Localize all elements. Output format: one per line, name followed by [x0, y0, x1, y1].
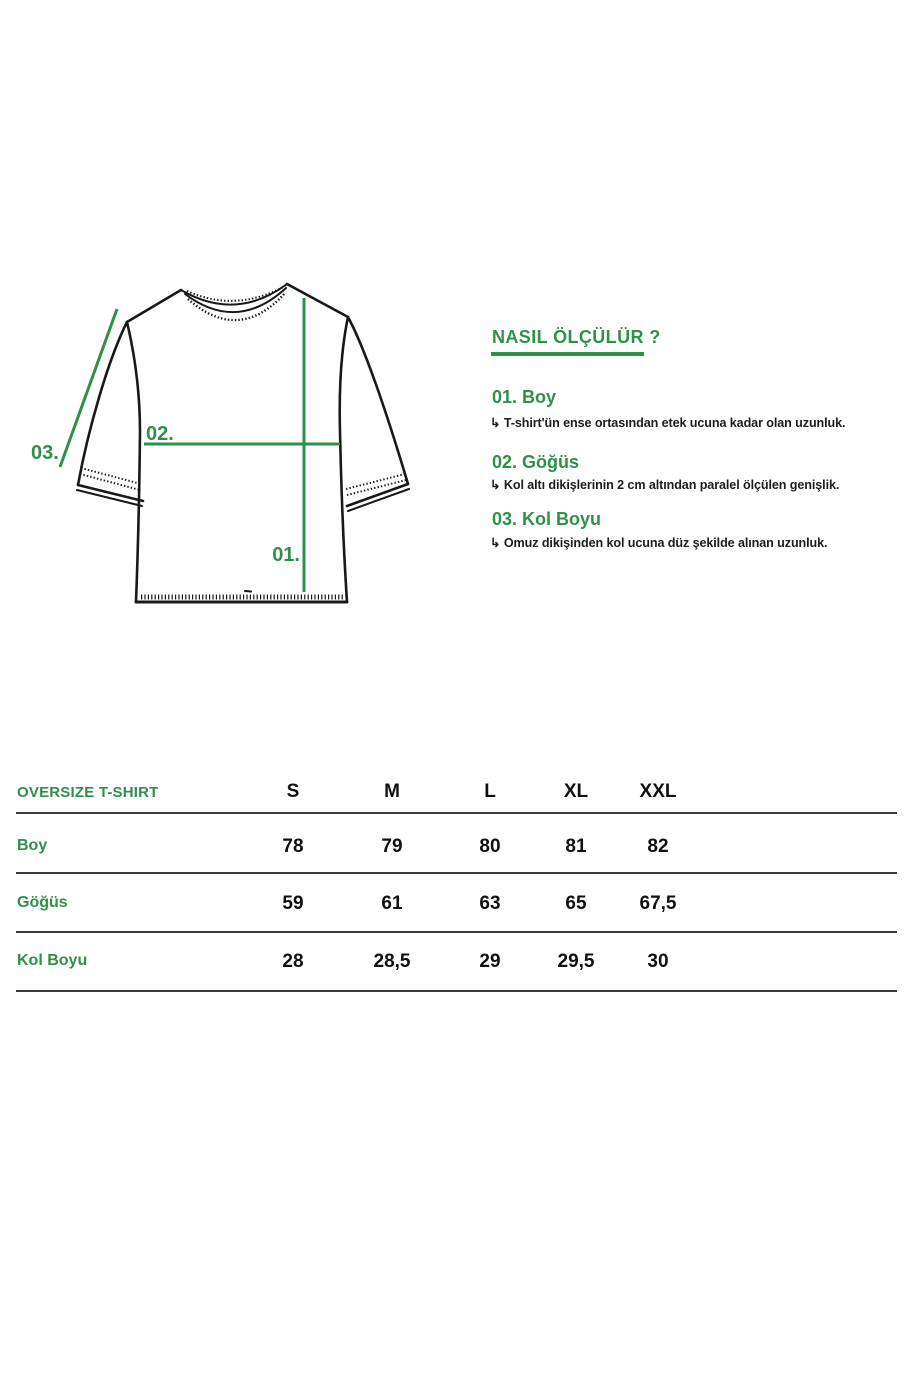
row-label-gogus: Göğüs [17, 894, 68, 911]
column-header-xl: XL [563, 781, 589, 802]
cell-boy-xl: 81 [565, 836, 587, 857]
cell-boy-m: 79 [381, 836, 403, 857]
measure-label-03: 03. [31, 442, 59, 464]
divider [16, 931, 897, 933]
divider [16, 812, 897, 814]
cell-kol-s: 28 [282, 951, 304, 972]
measure-label-02: 02. [146, 423, 174, 445]
measure-heading-01: 01. Boy [492, 387, 557, 407]
row-label-kol-boyu: Kol Boyu [17, 952, 88, 969]
size-table [0, 760, 920, 1010]
measure-desc-01: ↳ T-shirt'ün ense ortasından etek ucuna kadar olan uzunluk. [490, 416, 846, 430]
how-to-section [0, 0, 920, 660]
divider [16, 990, 897, 992]
measure-label-01: 01. [272, 544, 300, 566]
divider [16, 872, 897, 874]
cell-kol-m: 28,5 [373, 951, 411, 972]
measure-heading-02: 02. Göğüs [492, 452, 580, 472]
cell-gogus-xxl: 67,5 [639, 893, 677, 914]
measure-heading-03: 03. Kol Boyu [492, 509, 602, 529]
row-label-boy: Boy [17, 837, 48, 854]
cell-kol-l: 29 [479, 951, 501, 972]
cell-kol-xl: 29,5 [557, 951, 595, 972]
cell-gogus-xl: 65 [565, 893, 587, 914]
column-header-s: S [286, 781, 300, 802]
how-to-title: NASIL ÖLÇÜLÜR ? [492, 327, 661, 347]
column-header-xxl: XXL [639, 781, 677, 802]
cell-gogus-m: 61 [381, 893, 403, 914]
measure-desc-03: ↳ Omuz dikişinden kol ucuna düz şekilde alınan uzunluk. [490, 536, 828, 550]
title-underline [491, 352, 644, 356]
column-header-m: M [384, 781, 400, 802]
cell-boy-l: 80 [479, 836, 501, 857]
cell-boy-s: 78 [282, 836, 304, 857]
cell-boy-xxl: 82 [647, 836, 669, 857]
cell-gogus-l: 63 [479, 893, 501, 914]
measure-desc-02: ↳ Kol altı dikişlerinin 2 cm altından paralel ölçülen genişlik. [490, 478, 840, 492]
cell-gogus-s: 59 [282, 893, 304, 914]
table-product-name: OVERSIZE T-SHIRT [17, 784, 159, 801]
cell-kol-xxl: 30 [647, 951, 669, 972]
column-header-l: L [484, 781, 496, 802]
